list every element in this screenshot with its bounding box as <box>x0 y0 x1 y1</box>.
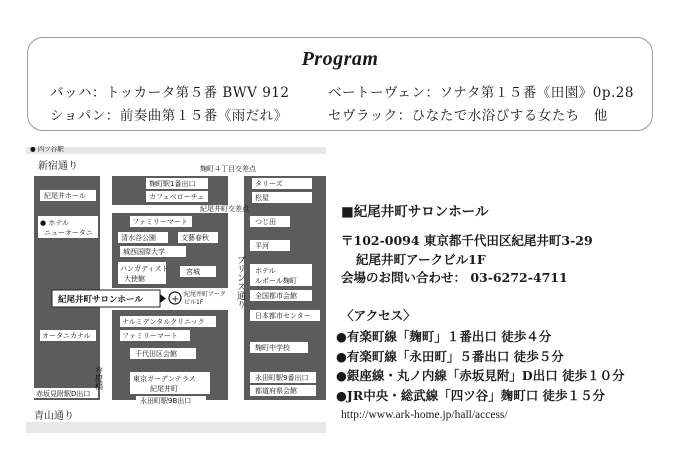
intersection-label: 麹町４丁目交差点 <box>200 165 256 173</box>
building-label: 城西国際大学 <box>123 248 165 256</box>
salon-label: 紀尾井町サロンホール <box>58 295 143 305</box>
building-label: 日本都市センター <box>255 312 311 320</box>
building-label: ビル1F <box>184 299 204 306</box>
building-label: 永田町駅9番出口 <box>255 374 309 382</box>
building-label: 全国都市会館 <box>255 292 297 300</box>
access-item: ●有楽町線「麹町」１番出口 徒歩４分 <box>336 329 552 344</box>
program-title: Program <box>301 48 379 70</box>
access-item: ●有楽町線「永田町」５番出口 徒歩５分 <box>336 349 564 364</box>
access-item: ●銀座線・丸ノ内線「赤坂見附」D出口 徒歩１０分 <box>336 368 625 383</box>
program-item: バッハ：トッカータ第５番 BWV 912 <box>50 85 290 101</box>
building-label: 平河 <box>255 242 269 250</box>
building-label: 宮城 <box>186 268 200 276</box>
building-label: 麹町中学校 <box>255 344 290 352</box>
building-label: ナルミデンタルクリニック <box>122 318 205 326</box>
building-label: 麹町駅1番出口 <box>149 180 196 188</box>
venue-name: ■紀尾井町サロンホール <box>341 204 489 220</box>
venue-building: 紀尾井町アークビル1F <box>356 252 486 267</box>
program-item: セヴラック：ひなたで水浴びする女たち 他 <box>328 108 608 124</box>
building-label: 松屋 <box>255 194 269 202</box>
access-heading: 〈アクセス〉 <box>341 308 416 323</box>
road-label-shinjuku: 新宿通り <box>38 161 78 172</box>
road-label-benkei: 弁慶橋 <box>94 366 104 390</box>
building-label: 赤坂見附駅D出口 <box>36 390 91 398</box>
building-label: バンガディスト <box>120 265 169 273</box>
building-label: 清水谷公園 <box>121 234 156 242</box>
building-label: ● ホテル <box>40 219 69 227</box>
venue-postal-address: 〒102-0094 東京都千代田区紀尾井町3-29 <box>341 233 593 248</box>
building-label: 都道府県会館 <box>255 387 297 395</box>
venue-contact: 会場のお問い合わせ： 03-6272-4711 <box>341 270 568 285</box>
street-dark-1 <box>34 176 100 400</box>
building-label: つじ田 <box>255 218 276 226</box>
building-label: ルポール麹町 <box>255 277 297 285</box>
street-dark-3 <box>244 176 326 400</box>
building-label: ファミリーマート <box>122 332 178 340</box>
building-label: 紀尾井町アーク <box>184 291 226 298</box>
building-label: 紀尾井ホール <box>44 192 86 200</box>
building-label: タリーズ <box>255 180 283 188</box>
building-label: ニューオータニ <box>44 229 93 237</box>
access-url[interactable]: http://www.ark-home.jp/hall/access/ <box>341 409 508 421</box>
salon-marker-cross: + <box>171 294 180 305</box>
station-label: ● 四ツ谷駅 <box>30 145 64 153</box>
building-label: ホテル <box>255 267 276 275</box>
building-label: 東京ガーデンテラス <box>133 375 196 383</box>
program-item: ショパン：前奏曲第１５番《雨だれ》 <box>50 108 288 124</box>
program-item: ベートーヴェン：ソナタ第１５番《田園》0p.28 <box>328 85 634 101</box>
building-label: 文藝春秋 <box>181 234 209 242</box>
building-label: 千代田区会館 <box>135 350 177 358</box>
building-label: 永田町駅9B出口 <box>140 397 192 405</box>
road-label-aoyama: 青山通り <box>34 411 74 422</box>
building-label: 大使館 <box>124 275 145 283</box>
building-label: 紀尾井町 <box>150 385 178 393</box>
road-label-prince: プリンス通り <box>235 255 245 309</box>
building-label: ファミリーマート <box>132 218 188 226</box>
building-label: カフェベローチェ <box>149 193 205 201</box>
access-item: ●JR中央・総武線「四ツ谷」麹町口 徒歩１５分 <box>336 388 606 403</box>
intersection-label: 紀尾井町交差点 <box>200 205 249 213</box>
building-label: オータニカナル <box>42 332 91 340</box>
road-left <box>26 176 34 400</box>
